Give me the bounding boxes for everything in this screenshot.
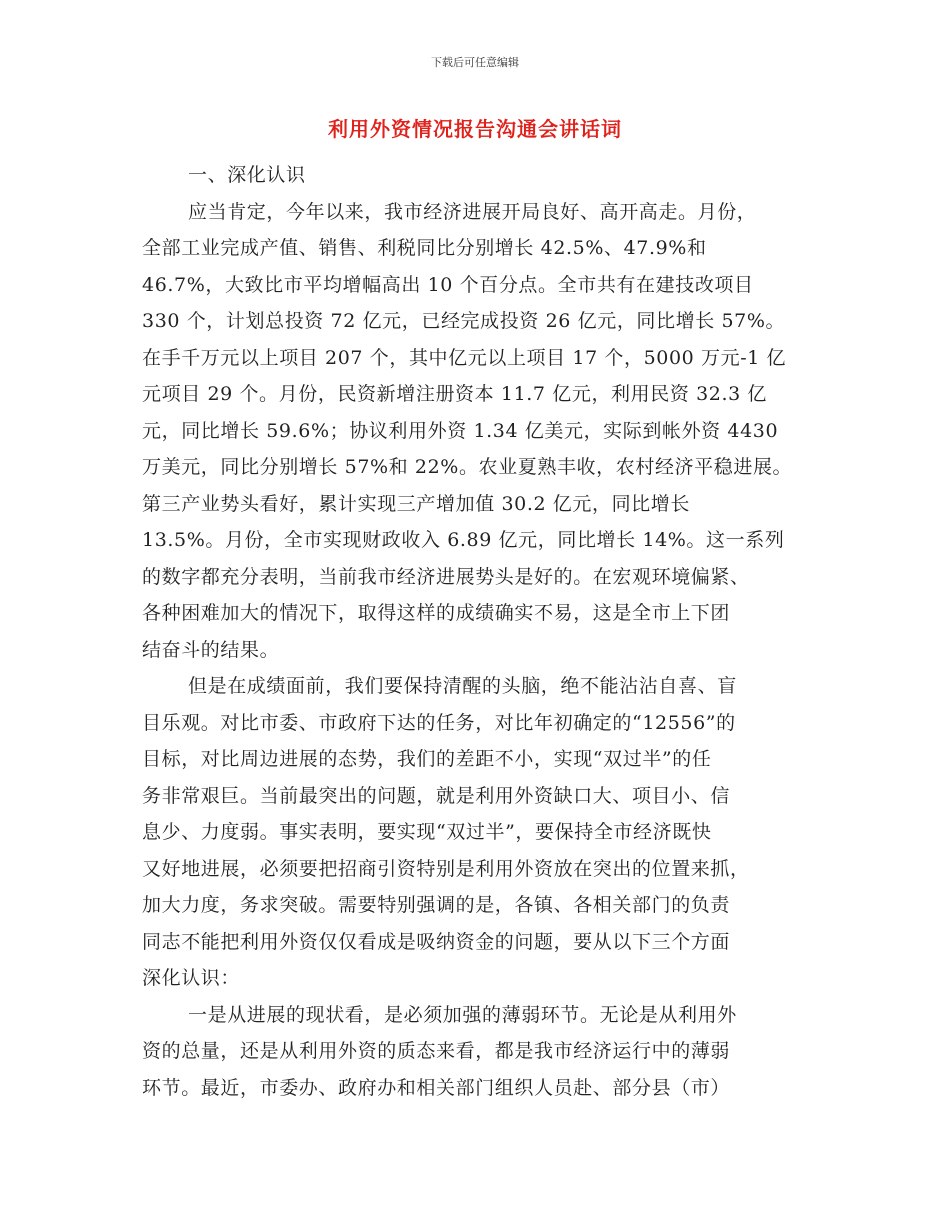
body-text-line: 结奋斗的结果。 (142, 638, 280, 661)
body-text-line: 元，同比增长 59.6%；协议利用外资 1.34 亿美元，实际到帐外资 4430 (142, 419, 779, 442)
body-text-line: 元项目 29 个。月份，民资新增注册资本 11.7 亿元，利用民资 32.3 亿 (142, 383, 768, 405)
body-text-line: 加大力度，务求突破。需要特别强调的是，各镇、各相关部门的负责 (142, 894, 731, 916)
body-text-line: 资的总量，还是从利用外资的质态来看，都是我市经济运行中的薄弱 (142, 1040, 731, 1062)
body-text-line: 第三产业势头看好，累计实现三产增加值 30.2 亿元，同比增长 (142, 492, 690, 515)
body-text-line: 又好地进展，必须要把招商引资特别是利用外资放在突出的位置来抓， (142, 857, 750, 880)
body-text-line: 万美元，同比分别增长 57%和 22%。农业夏熟丰收，农村经济平稳进展。 (142, 456, 793, 478)
body-text-line: 应当肯定，今年以来，我市经济进展开局良好、高开高走。月份， (188, 200, 757, 223)
body-text-line: 13.5%。月份，全市实现财政收入 6.89 亿元，同比增长 14%。这一系列 (142, 529, 785, 551)
body-text-line: 全部工业完成产值、销售、利税同比分别增长 42.5%、47.9%和 (142, 237, 707, 259)
document-title: 利用外资情况报告沟通会讲话词 (328, 117, 622, 141)
body-text-line: 目乐观。对比市委、市政府下达的任务，对比年初确定的“12556”的 (142, 711, 736, 734)
page-header: 下载后可任意编辑 (431, 56, 519, 69)
body-text-line: 在手千万元以上项目 207 个，其中亿元以上项目 17 个，5000 万元-1 亿 (142, 346, 787, 369)
body-text-line: 目标，对比周边进展的态势，我们的差距不小，实现“双过半”的任 (142, 748, 712, 770)
body-text-line: 的数字都充分表明，当前我市经济进展势头是好的。在宏观环境偏紧、 (142, 565, 750, 588)
body-text-line: 息少、力度弱。事实表明，要实现“双过半”，要保持全市经济既快 (142, 821, 712, 843)
body-text-line: 深化认识： (142, 967, 241, 989)
body-text-line: 但是在成绩面前，我们要保持清醒的头脑，绝不能沾沾自喜、盲 (188, 675, 737, 697)
body-text-line: 330 个，计划总投资 72 亿元，已经完成投资 26 亿元，同比增长 57%。 (142, 310, 786, 332)
document-body (142, 157, 822, 1106)
body-text-line: 46.7%，大致比市平均增幅高出 10 个百分点。全市共有在建技改项目 (142, 273, 754, 296)
body-text-line: 同志不能把利用外资仅仅看成是吸纳资金的问题，要从以下三个方面 (142, 930, 731, 953)
body-text-line: 一是从进展的现状看，是必须加强的薄弱环节。无论是从利用外 (188, 1003, 737, 1026)
body-text-line: 环节。最近，市委办、政府办和相关部门组织人员赴、部分县（市） (142, 1076, 731, 1099)
body-text-line: 各种困难加大的情况下，取得这样的成绩确实不易，这是全市上下团 (142, 602, 731, 624)
body-text-line: 一、深化认识 (188, 164, 306, 186)
body-text-line: 务非常艰巨。当前最突出的问题，就是利用外资缺口大、项目小、信 (142, 784, 731, 807)
